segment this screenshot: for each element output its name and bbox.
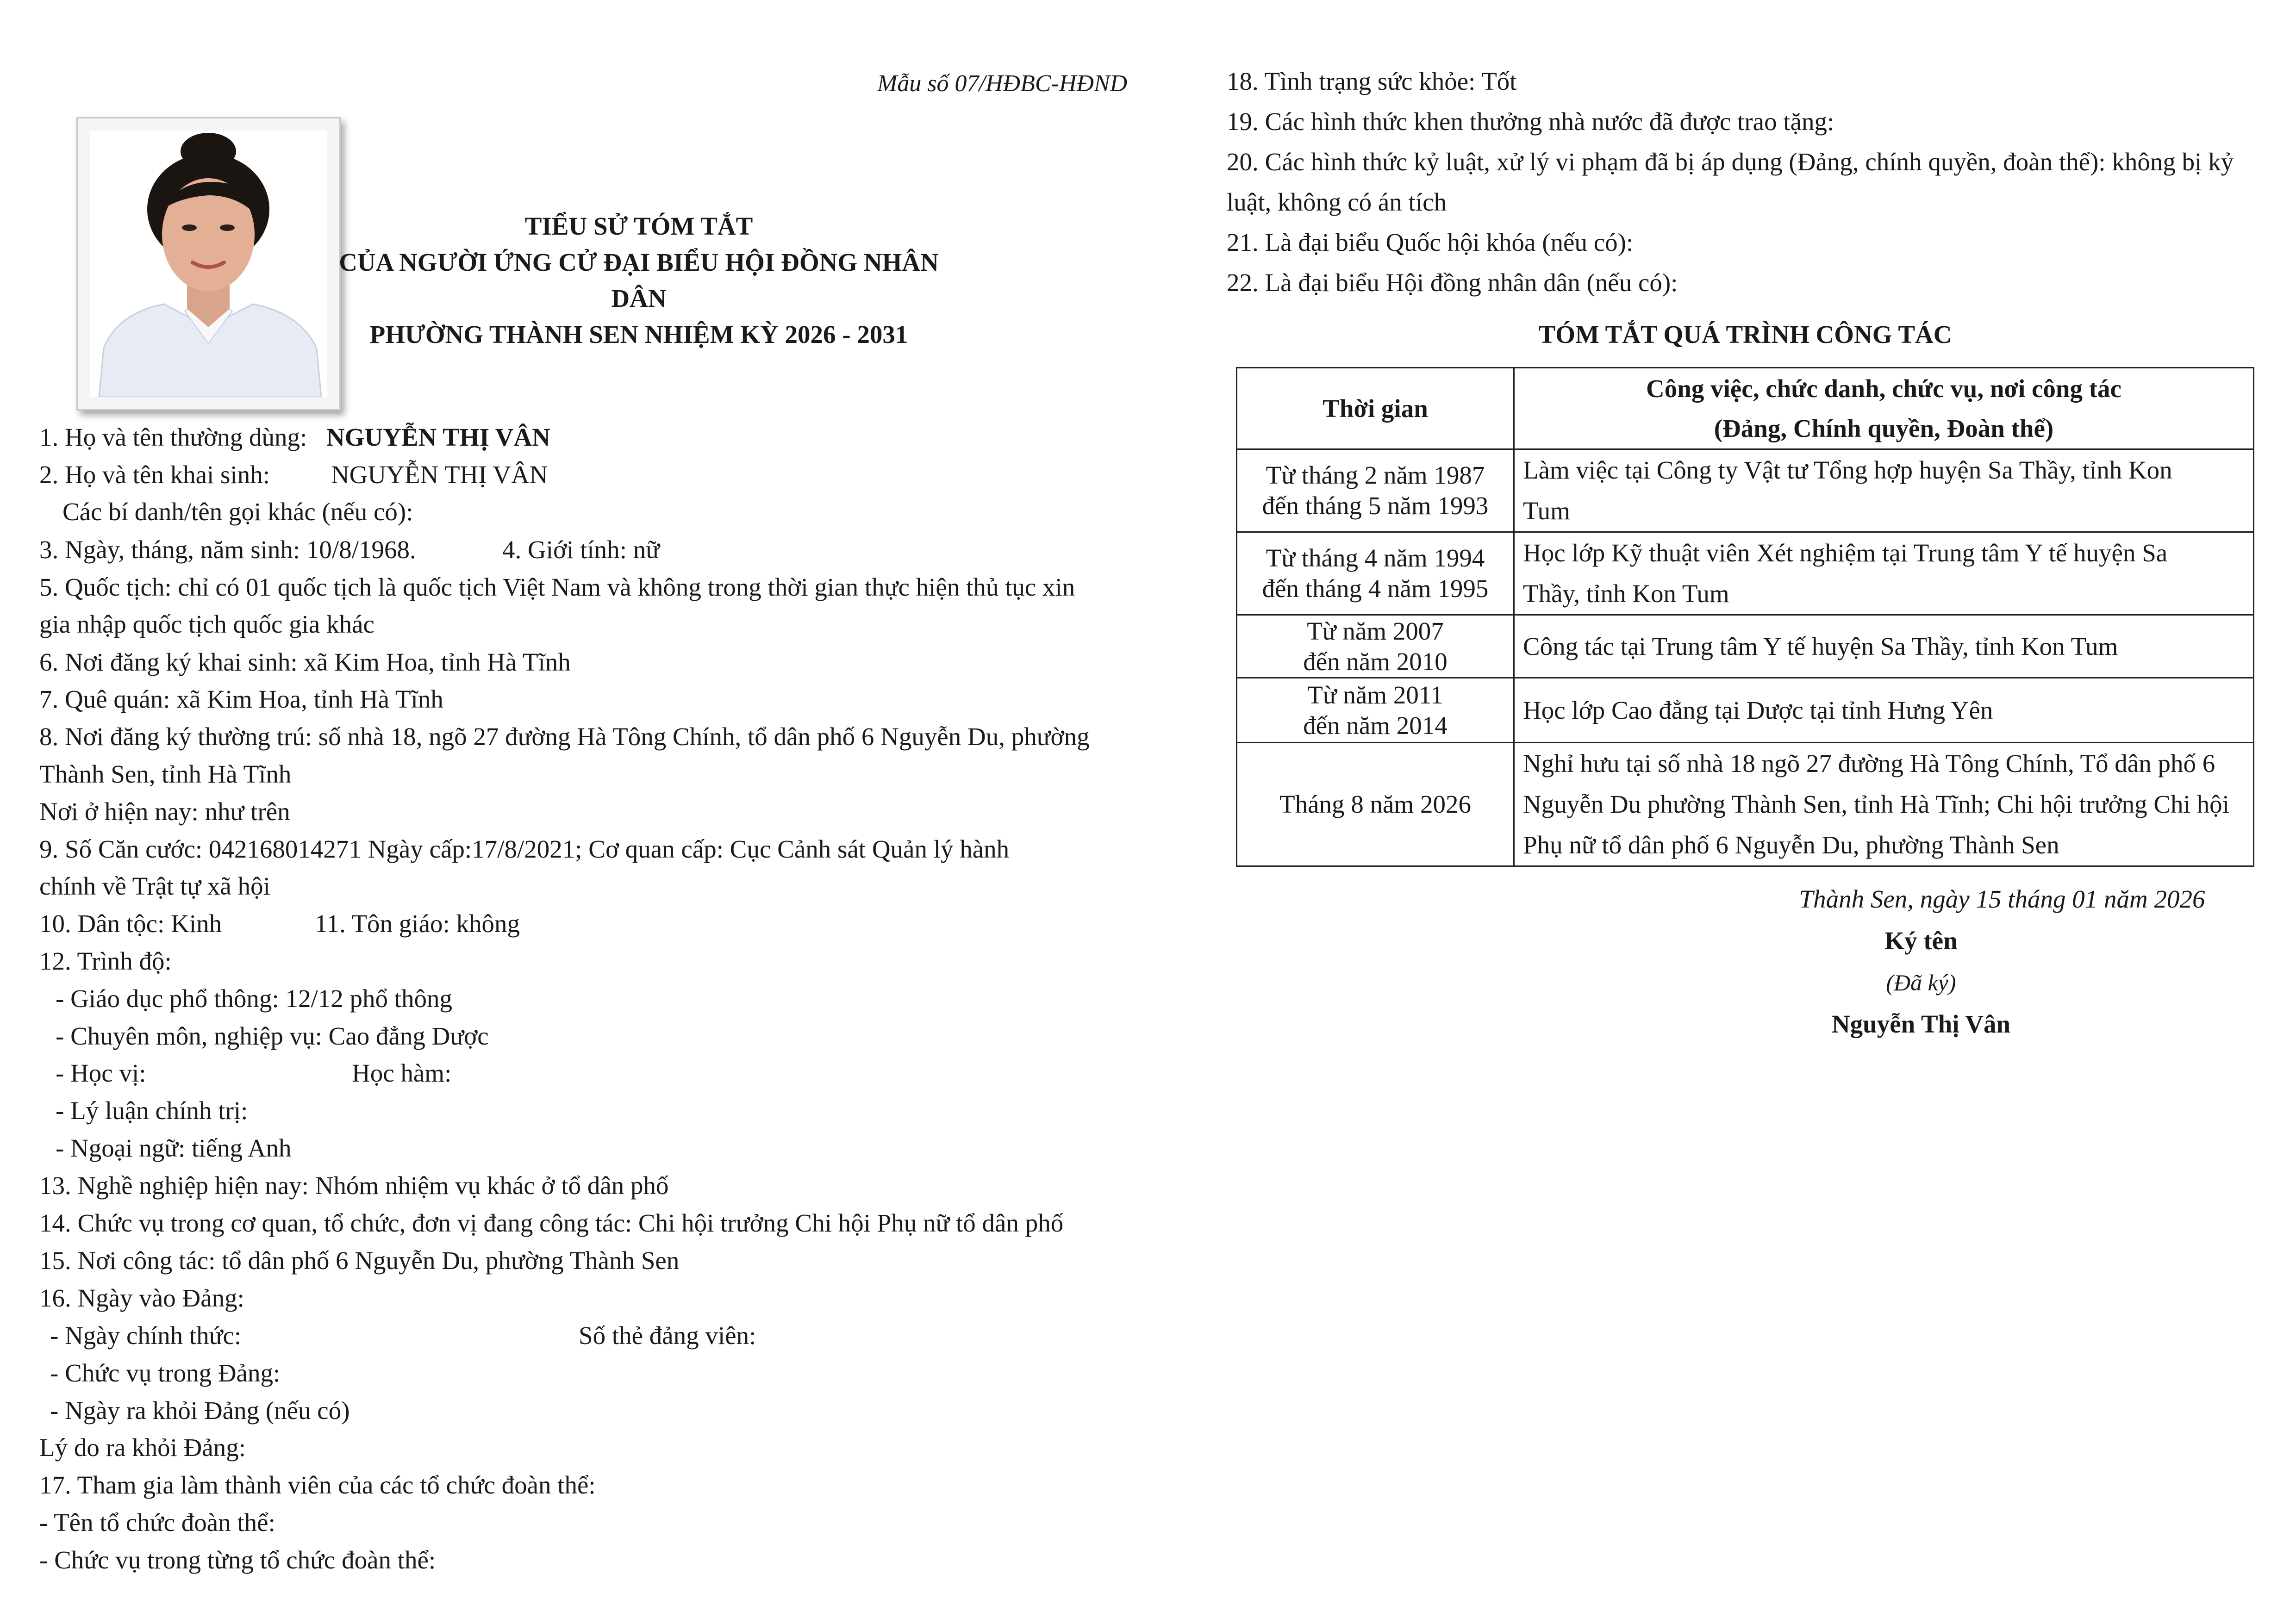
field-foreign-language: - Ngoại ngữ: tiếng Anh	[56, 1134, 292, 1162]
time-to: đến tháng 5 năm 1993	[1262, 492, 1489, 520]
field-organization-position: - Chức vụ trong từng tổ chức đoàn thể:	[39, 1546, 436, 1574]
field-general-education: - Giáo dục phổ thông: 12/12 phổ thông	[56, 984, 453, 1013]
table-row	[1237, 678, 2254, 743]
field-date-of-birth: 3. Ngày, tháng, năm sinh: 10/8/1968.	[39, 535, 416, 564]
field-organizations: 17. Tham gia làm thành viên của các tổ chức đoàn thể:	[39, 1471, 596, 1499]
field-organization-name: - Tên tổ chức đoàn thể:	[39, 1508, 275, 1537]
time-from: Từ tháng 4 năm 1994	[1266, 544, 1485, 572]
time-to: đến năm 2014	[1303, 711, 1447, 740]
field-permanent-residence-2: Thành Sen, tỉnh Hà Tĩnh	[39, 760, 292, 788]
field-academic-title: Học hàm:	[352, 1059, 452, 1087]
signature-signed-note: (Đã ký)	[1886, 970, 1956, 996]
signature-name: Nguyễn Thị Vân	[1831, 1010, 2011, 1038]
field-party-leave-reason: Lý do ra khỏi Đảng:	[39, 1433, 246, 1462]
field-nationality-1: 5. Quốc tịch: chỉ có 01 quốc tịch là quốc tịch Việt Nam và không trong thời gian thực hiện thủ tục xin	[39, 573, 1075, 601]
work-history-table	[1236, 367, 2254, 867]
field-awards: 19. Các hình thức khen thưởng nhà nước đã được trao tặng:	[1227, 107, 1834, 136]
job-line: Thầy, tỉnh Kon Tum	[1523, 579, 1729, 608]
field-birth-registration: 6. Nơi đăng ký khai sinh: xã Kim Hoa, tỉnh Hà Tĩnh	[39, 648, 571, 676]
job-line: Làm việc tại Công ty Vật tư Tổng hợp huyện Sa Thầy, tỉnh Kon	[1523, 456, 2172, 484]
field-health: 18. Tình trạng sức khỏe: Tốt	[1227, 67, 1517, 95]
portrait-photo	[76, 117, 341, 411]
document-title	[333, 208, 944, 353]
field-current-residence: Nơi ở hiện nay: như trên	[39, 797, 290, 826]
field-peoples-council: 22. Là đại biểu Hội đồng nhân dân (nếu có):	[1227, 268, 1678, 297]
field-discipline-2: luật, không có án tích	[1227, 188, 1447, 216]
title-line-2: CỦA NGƯỜI ỨNG CỬ ĐẠI BIỂU HỘI ĐỒNG NHÂN DÂN	[339, 248, 939, 312]
column-header-time: Thời gian	[1237, 368, 1514, 449]
time-from: Từ năm 2011	[1307, 680, 1443, 709]
field-party-join-date: 16. Ngày vào Đảng:	[39, 1284, 244, 1312]
signature-place-date: Thành Sen, ngày 15 tháng 01 năm 2026	[1799, 885, 2205, 913]
field-national-assembly: 21. Là đại biểu Quốc hội khóa (nếu có):	[1227, 228, 1634, 256]
table-cell-time	[1237, 743, 1514, 866]
field-discipline-1: 20. Các hình thức kỷ luật, xử lý vi phạm đã bị áp dụng (Đảng, chính quyền, đoàn thể): không bị kỷ	[1227, 148, 2234, 176]
job-line: Nghỉ hưu tại số nhà 18 ngõ 27 đường Hà Tông Chính, Tổ dân phố 6	[1523, 749, 2215, 778]
field-education-heading: 12. Trình độ:	[39, 947, 172, 975]
field-ethnicity: 10. Dân tộc: Kinh	[39, 909, 222, 938]
field-workplace: 15. Nơi công tác: tổ dân phố 6 Nguyễn Du, phường Thành Sen	[39, 1246, 680, 1275]
field-party-official-date: - Ngày chính thức:	[50, 1321, 242, 1350]
table-cell-time	[1237, 449, 1514, 532]
table-header-row	[1237, 368, 2254, 449]
field-religion: 11. Tôn giáo: không	[315, 909, 520, 938]
field-occupation: 13. Nghề nghiệp hiện nay: Nhóm nhiệm vụ khác ở tổ dân phố	[39, 1171, 669, 1200]
field-birth-name-value: NGUYỄN THỊ VÂN	[331, 460, 548, 489]
field-party-leave-date: - Ngày ra khỏi Đảng (nếu có)	[50, 1396, 350, 1425]
field-hometown: 7. Quê quán: xã Kim Hoa, tỉnh Hà Tĩnh	[39, 685, 443, 713]
job-line: Tum	[1523, 497, 1570, 525]
field-position: 14. Chức vụ trong cơ quan, tổ chức, đơn vị đang công tác: Chi hội trưởng Chi hội Phụ nữ tổ dân phố	[39, 1209, 1064, 1237]
table-cell-job	[1514, 743, 2254, 866]
field-permanent-residence-1: 8. Nơi đăng ký thường trú: số nhà 18, ngõ 27 đường Hà Tông Chính, tổ dân phố 6 Nguyễn Du, phường	[39, 722, 1090, 751]
title-line-3: PHƯỜNG THÀNH SEN NHIỆM KỲ 2026 - 2031	[369, 320, 908, 348]
table-row	[1237, 615, 2254, 678]
job-line: Công tác tại Trung tâm Y tế huyện Sa Thầy, tỉnh Kon Tum	[1523, 632, 2118, 660]
field-political-theory: - Lý luận chính trị:	[56, 1096, 248, 1125]
field-party-position: - Chức vụ trong Đảng:	[50, 1359, 281, 1387]
time-from: Từ tháng 2 năm 1987	[1266, 461, 1485, 489]
time-from: Tháng 8 năm 2026	[1279, 790, 1471, 818]
table-cell-time	[1237, 615, 1514, 678]
field-citizen-id-2: chính về Trật tự xã hội	[39, 872, 270, 900]
field-professional-qualification: - Chuyên môn, nghiệp vụ: Cao đẳng Dược	[56, 1022, 489, 1050]
field-birth-name-label: 2. Họ và tên khai sinh:	[39, 460, 270, 489]
field-academic-degree: - Học vị:	[56, 1059, 146, 1087]
time-to: đến tháng 4 năm 1995	[1262, 574, 1489, 603]
table-cell-job	[1514, 449, 2254, 532]
time-from: Từ năm 2007	[1307, 616, 1444, 645]
field-common-name-label: 1. Họ và tên thường dùng:	[39, 423, 307, 451]
field-party-card-number: Số thẻ đảng viên:	[579, 1321, 756, 1350]
column-header-job-line-2: (Đảng, Chính quyền, Đoàn thể)	[1714, 414, 2054, 442]
table-cell-time	[1237, 532, 1514, 615]
table-cell-job	[1514, 678, 2254, 743]
column-header-job-line-1: Công việc, chức danh, chức vụ, nơi công tác	[1646, 374, 2121, 403]
signature-label: Ký tên	[1884, 927, 1958, 955]
job-line: Phụ nữ tổ dân phố 6 Nguyễn Du, phường Thành Sen	[1523, 831, 2059, 859]
table-row	[1237, 449, 2254, 532]
job-line: Học lớp Kỹ thuật viên Xét nghiệm tại Trung tâm Y tế huyện Sa	[1523, 539, 2168, 567]
field-nationality-2: gia nhập quốc tịch quốc gia khác	[39, 610, 374, 638]
form-number: Mẫu số 07/HĐBC-HĐND	[877, 70, 1128, 97]
table-cell-time	[1237, 678, 1514, 743]
title-line-1: TIỂU SỬ TÓM TẮT	[524, 212, 753, 240]
table-cell-job	[1514, 532, 2254, 615]
job-line: Nguyễn Du phường Thành Sen, tỉnh Hà Tĩnh; Chi hội trưởng Chi hội	[1523, 790, 2229, 818]
work-history-heading: TÓM TẮT QUÁ TRÌNH CÔNG TÁC	[1538, 320, 1952, 348]
field-common-name-value: NGUYỄN THỊ VÂN	[326, 423, 550, 451]
field-citizen-id-1: 9. Số Căn cước: 042168014271 Ngày cấp:17/8/2021; Cơ quan cấp: Cục Cảnh sát Quản lý hành	[39, 835, 1010, 863]
table-row	[1237, 743, 2254, 866]
field-aliases: Các bí danh/tên gọi khác (nếu có):	[62, 498, 413, 526]
table-row	[1237, 532, 2254, 615]
column-header-job	[1514, 368, 2254, 449]
person-portrait-image	[90, 131, 327, 397]
table-cell-job	[1514, 615, 2254, 678]
field-gender: 4. Giới tính: nữ	[502, 535, 660, 564]
job-line: Học lớp Cao đẳng tại Dược tại tỉnh Hưng Yên	[1523, 696, 1993, 724]
time-to: đến năm 2010	[1303, 647, 1447, 676]
